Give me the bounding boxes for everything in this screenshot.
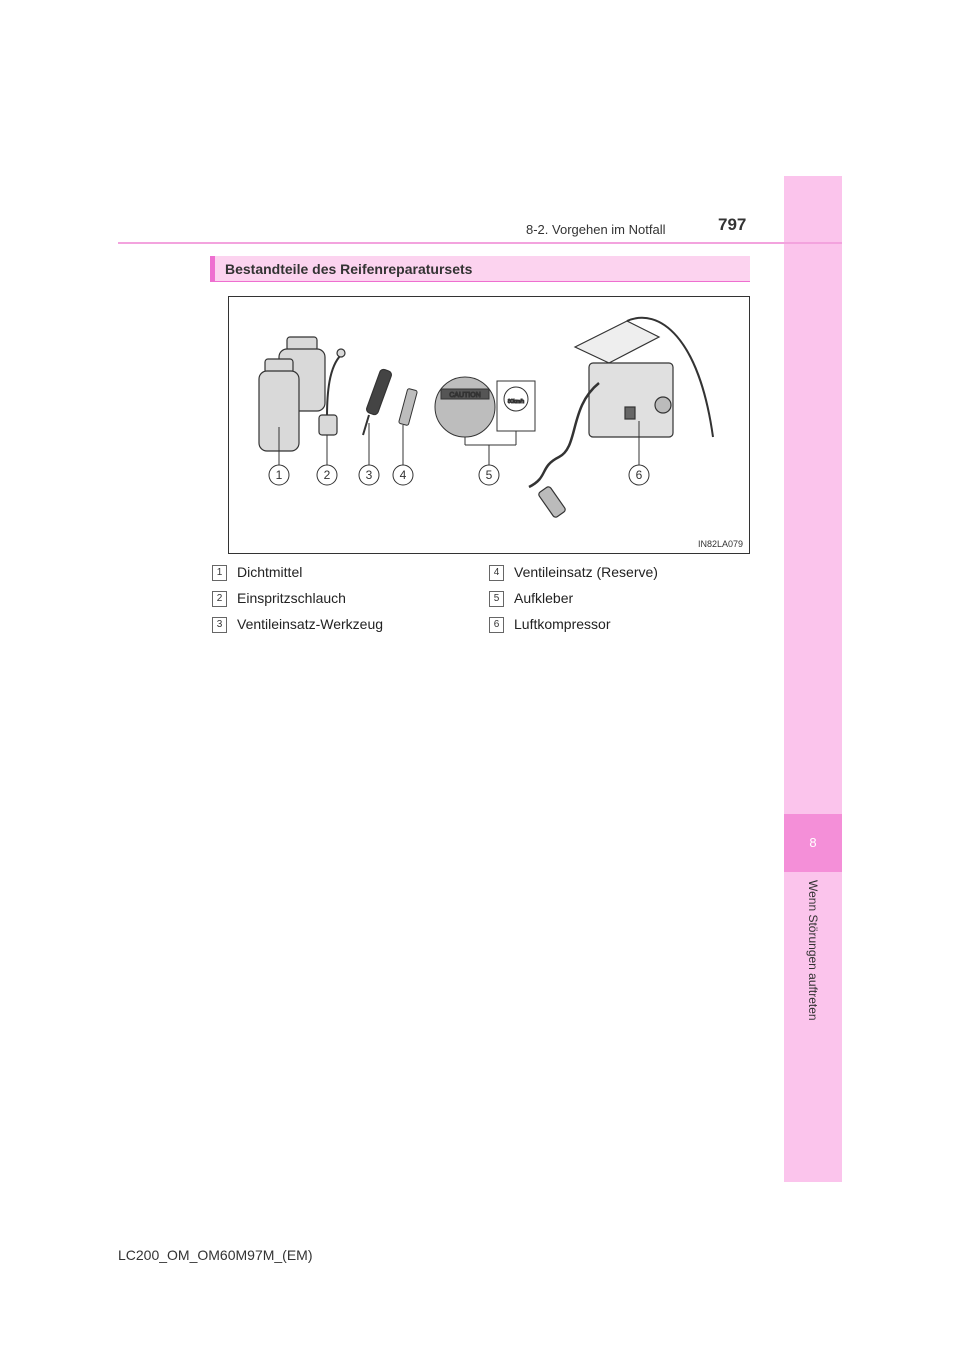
stickers xyxy=(435,377,535,445)
callout-label-3: 3 xyxy=(365,468,373,482)
legend-number: 1 xyxy=(212,565,227,581)
air-compressor xyxy=(529,318,713,519)
legend-number: 2 xyxy=(212,591,227,607)
repair-kit-figure xyxy=(228,296,750,554)
legend-item xyxy=(489,616,610,633)
legend-label: Einspritzschlauch xyxy=(237,590,346,606)
document-id: LC200_OM_OM60M97M_(EM) xyxy=(118,1247,313,1263)
legend-item xyxy=(212,564,302,581)
callout-label-1: 1 xyxy=(275,468,283,482)
legend-item xyxy=(212,590,346,607)
header-divider xyxy=(118,242,842,244)
legend-number: 6 xyxy=(489,617,504,633)
legend-number: 4 xyxy=(489,565,504,581)
chapter-number: 8 xyxy=(809,835,817,850)
section-title: Bestandteile des Reifenreparatursets xyxy=(210,256,750,282)
legend-label: Ventileinsatz (Reserve) xyxy=(514,564,658,580)
legend-label: Luftkompressor xyxy=(514,616,611,632)
callout-label-5: 5 xyxy=(485,468,493,482)
sealant-bottles xyxy=(259,337,325,451)
callout-label-2: 2 xyxy=(323,468,331,482)
chapter-title: Wenn Störungen auftreten xyxy=(806,880,820,1021)
legend-label: Aufkleber xyxy=(514,590,574,606)
legend-item xyxy=(489,590,573,607)
valve-core-tool xyxy=(363,368,393,435)
page-number: 797 xyxy=(718,215,747,234)
sticker-speed-text: 80km/h xyxy=(507,399,525,405)
legend-number: 5 xyxy=(489,591,504,607)
legend-label: Ventileinsatz-Werkzeug xyxy=(237,616,384,632)
figure-code: IN82LA079 xyxy=(697,539,743,549)
breadcrumb: 8-2. Vorgehen im Notfall xyxy=(526,222,666,237)
spare-valve-core xyxy=(399,388,418,425)
legend-label: Dichtmittel xyxy=(237,564,303,580)
sticker-caution-text: CAUTION xyxy=(449,392,481,399)
legend-item xyxy=(489,564,658,581)
legend-number: 3 xyxy=(212,617,227,633)
callout-label-4: 4 xyxy=(399,468,407,482)
callout-label-6: 6 xyxy=(635,468,643,482)
legend-item xyxy=(212,616,383,633)
repair-kit-illustration xyxy=(229,297,749,553)
chapter-tab[interactable] xyxy=(784,814,842,872)
